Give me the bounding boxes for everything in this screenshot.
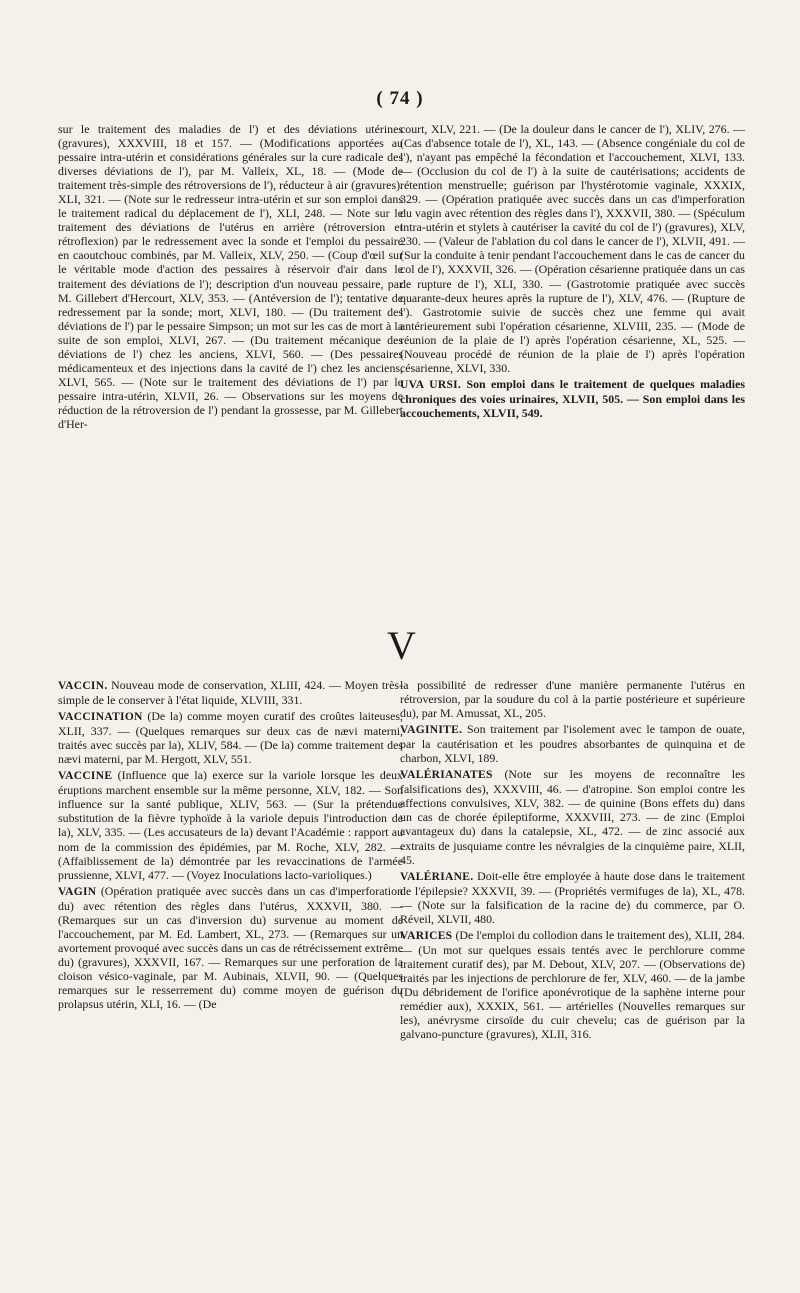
entry-varices xyxy=(400,928,745,1041)
entry-headword: VACCINE xyxy=(58,770,113,783)
entry-text: Son emploi dans le traitement de quelques maladies chroniques des voies urinaires, XLVII, 505. — Son emploi dans les accouchements, XLVII, 549. xyxy=(400,376,745,420)
lower-left-column xyxy=(58,678,403,1013)
entry-text: court, XLV, 221. — (De la douleur dans le cancer de l'), XLIV, 276. — (Cas d'absence totale de l'), XL, 143. — (Absence congéniale du col de l'), n'ayant pas empêché la fécondation et l'accouchement, XLVI, 133. — (Occlusion du col de l') à la suite de cautérisations; accidents de rétention menstruelle; guérison par l'hystérotomie vaginale, XXXIX, 329. — (Opération pratiquée avec succès dans un cas d'imperforation du vagin avec rétention des règles dans l'), XXXVII, 380. — (Spéculum intra-utérin et stylets à cautériser la cavité du col de l') (gravures), XLV, 230. — (Valeur de l'ablation du col dans le cancer de l'), XLVII, 491. — (Sur la conduite à tenir pendant l'accouchement dans le cas de cancer du col de l'), XXXVII, 326. — (Opération césarienne pratiquée dans un cas de rupture de l'), XLI, 330. — (Gastrotomie pratiquée avec succès quarante-deux heures après la rupture de l'), XLV, 476. — (Rupture de l'). Gastrotomie suivie de succès chez une femme qui avait antérieurement subi l'opération césarienne, XLVIII, 235. — (Mode de réunion de la plaie de l') après l'opération césarienne, XL, 525. — (Nouveau procédé de réunion de la plaie de l') après l'opération césarienne, XLVI, 330. xyxy=(400,122,745,375)
entry-vagin-continued xyxy=(400,678,745,720)
entry-text: (De l'emploi du collodion dans le traitement des), XLII, 284. — (Un mot sur quelques essais tentés avec le perchlorure comme traitement curatif des), par M. Debout, XLV, 207. — (Observations de) traités par les injections de perchlorure de fer, XLV, 460. — de la jambe (Du débridement de l'orifice aponévrotique de la saphène interne pour remédier aux), XXXIX, 561. — artérielles (Nouvelles remarques sur les), anévrysme cirsoïde du cuir chevelu; cas de guérison par la galvano-puncture (gravures), XLII, 316. xyxy=(400,927,745,1042)
entry-headword: UVA URSI. xyxy=(400,378,462,391)
upper-left-column xyxy=(58,122,403,433)
entry-text: Son traitement par l'isolement avec le tampon de ouate, par la cautérisation et les poudres absorbantes de quinquina et de charbon, XLVI, 189. xyxy=(400,722,745,766)
entry-headword: VALÉRIANE. xyxy=(400,870,474,883)
entry-headword: VARICES xyxy=(400,929,453,942)
entry-uterus-continued-right xyxy=(400,122,745,375)
entry-uva-ursi xyxy=(400,377,745,420)
entry-vagin xyxy=(58,884,403,1011)
entry-vaginite xyxy=(400,722,745,765)
entry-text: (De la) comme moyen curatif des croûtes laiteuses, XLII, 337. — (Quelques remarques sur deux cas de nævi materni, traités avec succès par la), XLIV, 584. — (De la) comme traitement des nævi materni, par M. Hergott, XLV, 551. xyxy=(58,709,403,767)
lower-right-column xyxy=(400,678,745,1043)
entry-vaccination xyxy=(58,709,403,766)
entry-text: Nouveau mode de conservation, XLIII, 424. — Moyen très-simple de le conserver à l'état liquide, XLVIII, 331. xyxy=(58,678,403,708)
entry-text: Doit-elle être employée à haute dose dans le traitement de l'épilepsie? XXXVII, 39. — (Propriétés vermifuges de la), XL, 478. — (Note sur la falsification de la racine de) du commerce, par O. Réveil, XLVII, 480. xyxy=(400,868,745,926)
entry-text: sur le traitement des maladies de l') et des déviations utérines (gravures), XXXVIII, 18 et 157. — (Modifications apportées au pessaire intra-utérin et considérations générales sur la cure radicale des diverses déviations de l'), par M. Valleix, XL, 18. — (Mode de traitement très-simple des rétroversions de l'), réducteur à air (gravures). XLI, 321. — (Note sur le redresseur intra-utérin et sur son emploi dans le traitement radical du déplacement de l'), XLI, 248. — Note sur le traitement des déviations de l'utérus en arrière (rétroversion et rétroflexion) par le redressement avec la sonde et l'emploi du pessaire en caoutchouc combinés, par M. Valleix, XLV, 250. — (Coup d'œil sur le véritable mode d'action des pessaires à réservoir d'air dans le traitement des déviations de l'); description d'un nouveau pessaire, par M. Gillebert d'Hercourt, XLV, 353. — (Antéversion de l'); tentative de redressement par la sonde; mort, XLVI, 180. — (Du traitement des déviations de l') par le pessaire Simpson; un mot sur les cas de mort à la suite de son emploi, XLVI, 267. — (Du traitement mécanique des déviations de l') chez les anciens, XLVI, 560. — (Des pessaires médicamenteux et des injections dans la cavité de l') chez les anciens, XLVI, 565. — (Note sur le traitement des déviations de l') par le pessaire intra-utérin, XLVII, 26. — Observations sur les moyens de réduction de la rétroversion de l') pendant la grossesse, par M. Gillebert d'Her- xyxy=(58,122,403,431)
section-letter-block xyxy=(58,620,745,672)
entry-headword: VACCIN. xyxy=(58,680,108,692)
entry-headword: VACCINATION xyxy=(58,711,143,724)
entry-headword: VALÉRIANATES xyxy=(400,769,493,782)
entry-uterus-continued-left xyxy=(58,122,403,431)
entry-vaccine xyxy=(58,768,403,881)
entry-valeriane xyxy=(400,869,745,926)
entry-headword: VAGINITE. xyxy=(400,724,463,737)
page-number: ( 74 ) xyxy=(376,88,424,109)
entry-headword: VAGIN xyxy=(58,885,97,898)
entry-vaccin xyxy=(58,678,403,707)
entry-text: (Influence que la) exerce sur la variole lorsque les deux éruptions marchent ensemble sur la même personne, XLV, 182. — Son influence sur la santé publique, XLIV, 563. — (Sur la prétendue substitution de la fièvre typhoïde à la variole depuis l'introduction de la), XLV, 335. — (Les accusateurs de la) devant l'Académie : rapport au nom de la commission des épidémies, par M. Roche, XLV, 282. — (Affaiblissement de la) démontrée par les revaccinations de l'armée prussienne, XLVI, 477. — (Voyez Inoculations lacto-varioliques.) xyxy=(58,768,403,882)
upper-right-column xyxy=(400,122,745,422)
entry-valerianates xyxy=(400,767,745,866)
entry-text: la possibilité de redresser d'une manière permanente l'utérus en rétroversion, par la soudure du col à la partie postérieure et supérieure du), par M. Amussat, XL, 205. xyxy=(400,678,745,721)
section-letter: V xyxy=(387,623,416,668)
entry-text: (Opération pratiquée avec succès dans un cas d'imperforation du) avec rétention des règles dans l'utérus, XXXVII, 380. — (Remarques sur un cas d'inversion du) survenue au moment de l'accouchement, par M. Ed. Lambert, XL, 273. — (Remarques sur un avortement provoqué avec succès dans un cas de rétrécissement extrême du) (gravures), XXXVII, 167. — Remarques sur une perforation de la cloison vésico-vaginale, par M. Aubinais, XLVII, 90. — (Quelques remarques sur le resserrement du) comme moyen de guérison du prolapsus utérin, XLI, 16. — (De xyxy=(58,883,404,1012)
entry-text: (Note sur les moyens de reconnaître les falsifications des), XXXVIII, 46. — d'atropine. Son emploi contre les affections convulsives, XLV, 382. — de quinine (Bons effets du) dans un cas de chorée épileptiforme, XXXVIII, 273. — de zinc (Emploi avantageux du) dans la catalepsie, XL, 472. — de zinc associé aux extraits de jusquiame contre les névralgies de la cinquième paire, XLII, 45. xyxy=(400,767,745,867)
